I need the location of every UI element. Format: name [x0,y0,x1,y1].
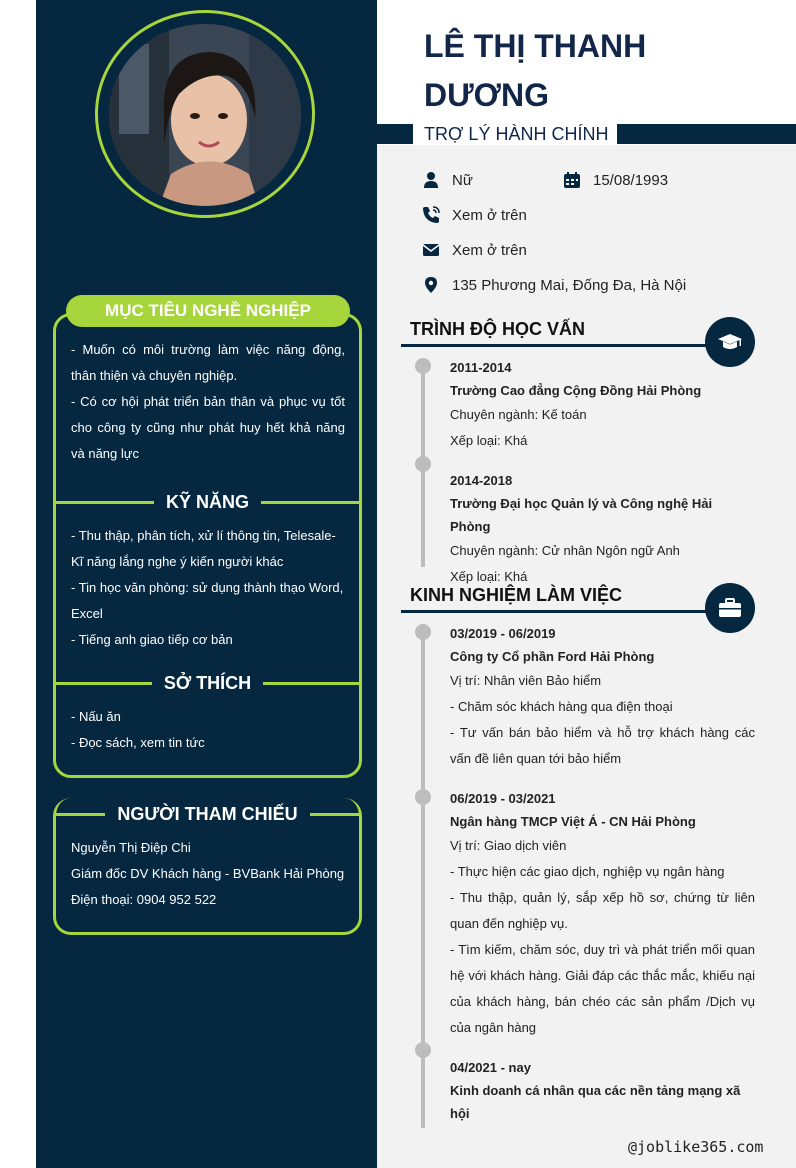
reference-position: Giám đốc DV Khách hàng - BVBank Hải Phòng [71,866,345,881]
briefcase-icon [717,595,743,621]
experience-line: Vị trí: Giao dịch viên [450,838,567,853]
education-major: Chuyên ngành: Kế toán [450,407,587,422]
education-date: 2014-2018 [450,473,513,488]
experience-line: - Tư vấn bán bảo hiểm và hỗ trợ khách hàng các vấn đề liên quan tới bảo hiểm [450,725,755,766]
experience-date: 06/2019 - 03/2021 [450,791,556,806]
experience-entry [450,1056,755,1125]
gender-value: Nữ [452,171,473,189]
experience-company: Công ty Cổ phần Ford Hải Phòng [450,649,655,664]
timeline-dot [415,358,431,374]
email-value: Xem ở trên [452,241,527,259]
experience-line: - Thu thập, quản lý, sắp xếp hồ sơ, chứng từ liên quan đến nghiệp vụ. [450,890,755,931]
education-date: 2011-2014 [450,360,512,375]
name-line-2: DƯƠNG [424,77,549,113]
name-line-1: LÊ THỊ THANH [424,28,647,64]
info-address [422,276,686,294]
hobbies-text [71,704,345,756]
timeline-dot [415,456,431,472]
reference-name: Nguyễn Thị Điệp Chi [71,840,191,855]
education-school: Trường Cao đẳng Cộng Đồng Hải Phòng [450,383,702,398]
hobbies-item: - Nấu ăn [71,709,121,724]
skills-header [56,487,359,517]
info-birthdate [563,171,668,189]
education-entry [450,469,755,590]
experience-company: Kinh doanh cá nhân qua các nền tảng mạng xã hội [450,1083,741,1121]
reference-header [56,799,359,829]
skills-title: KỸ NĂNG [166,491,250,512]
reference-title: NGƯỜI THAM CHIẾU [117,803,298,824]
phone-value: Xem ở trên [452,206,527,224]
avatar-photo-icon [109,24,301,206]
reference-phone: Điện thoại: 0904 952 522 [71,892,217,907]
education-grade: Xếp loại: Khá [450,569,528,584]
location-pin-icon [422,276,440,294]
experience-entry [450,787,755,1041]
avatar [109,24,301,206]
education-major: Chuyên ngành: Cử nhân Ngôn ngữ Anh [450,543,680,558]
reference-text [71,835,345,913]
objective-item: - Có cơ hội phát triển bản thân và phục vụ tốt cho công ty cũng như phát huy hết khả năng và năng lực [71,394,345,461]
watermark: @joblike365.com [628,1138,764,1156]
job-title-bar [377,122,796,146]
education-grade: Xếp loại: Khá [450,433,528,448]
experience-entry [450,622,755,772]
objective-item: - Muốn có môi trường làm việc năng động, thân thiện và chuyên nghiệp. [71,342,345,383]
experience-line: Vị trí: Nhân viên Bảo hiểm [450,673,602,688]
education-school: Trường Đại học Quản lý và Công nghệ Hải Phòng [450,496,713,534]
hobbies-header [56,668,359,698]
timeline-dot [415,789,431,805]
objective-text [71,337,345,467]
user-icon [422,171,440,189]
skills-item: - Thu thập, phân tích, xử lí thông tin, Telesale- Kĩ năng lắng nghe ý kiến người khác [71,528,336,569]
birthdate-value: 15/08/1993 [593,171,669,189]
education-entry [450,356,755,454]
envelope-icon [422,241,440,259]
hobbies-item: - Đọc sách, xem tin tức [71,735,205,750]
hobbies-title: SỞ THÍCH [163,672,252,693]
skills-text [71,523,345,653]
info-phone [422,206,527,224]
skills-item: - Tin học văn phòng: sử dụng thành thạo Word, Excel [71,580,344,621]
experience-company: Ngân hàng TMCP Việt Á - CN Hải Phòng [450,814,696,829]
objective-title: MỤC TIÊU NGHỀ NGHIỆP [66,295,350,327]
experience-date: 03/2019 - 06/2019 [450,626,556,641]
info-gender [422,171,473,189]
experience-line: - Chăm sóc khách hàng qua điện thoại [450,699,673,714]
experience-date: 04/2021 - nay [450,1060,531,1075]
timeline-dot [415,624,431,640]
candidate-name [424,22,784,120]
experience-line: - Tìm kiếm, chăm sóc, duy trì và phát triển mối quan hệ với khách hàng. Giải đáp các thắc mắc, khiếu nại của khách hàng, bán chéo các sản phẩm /Dịch vụ của ngân hàng [450,942,755,1035]
info-email [422,241,527,259]
graduation-cap-icon [717,329,743,355]
education-title: TRÌNH ĐỘ HỌC VẤN [410,319,585,339]
job-title: TRỢ LÝ HÀNH CHÍNH [424,124,609,144]
experience-line: - Thực hiện các giao dịch, nghiệp vụ ngân hàng [450,864,725,879]
address-value: 135 Phương Mai, Đống Đa, Hà Nội [452,276,687,294]
experience-title: KINH NGHIỆM LÀM VIỆC [410,585,623,605]
skills-item: - Tiếng anh giao tiếp cơ bản [71,632,233,647]
phone-icon [422,206,440,224]
timeline-dot [415,1042,431,1058]
calendar-icon [563,171,581,189]
